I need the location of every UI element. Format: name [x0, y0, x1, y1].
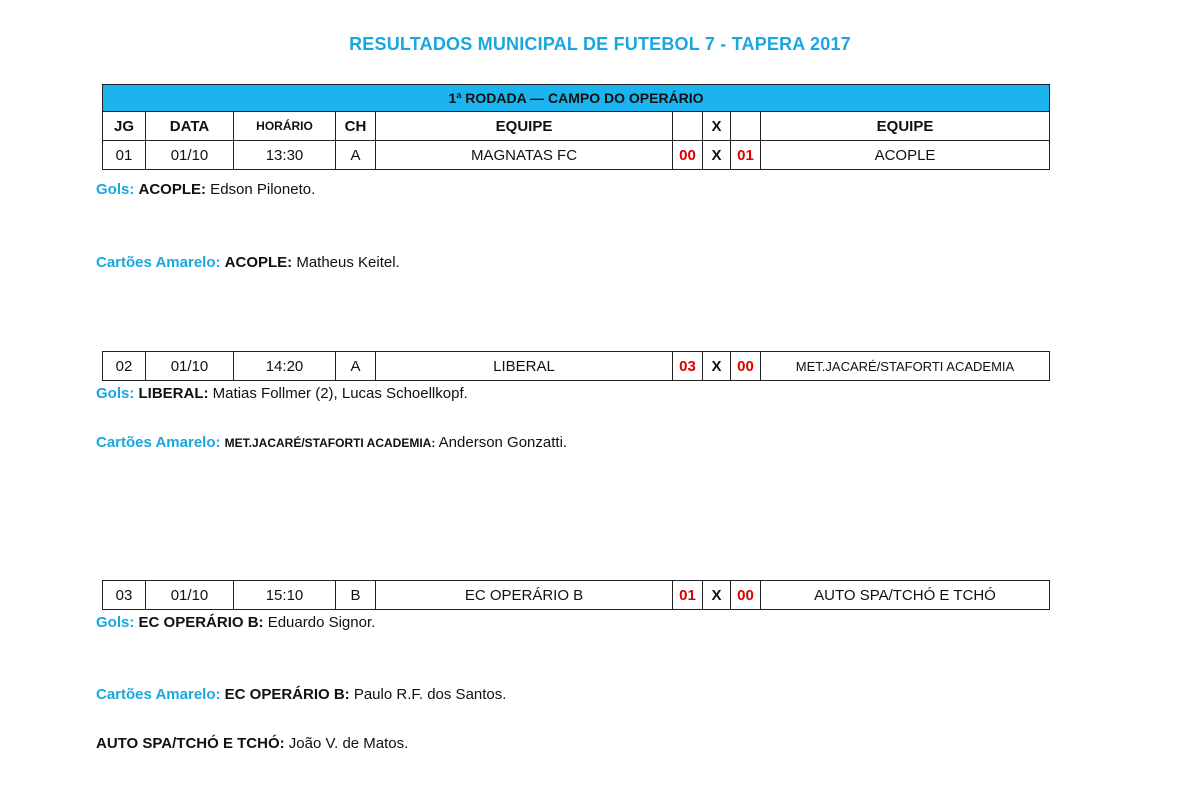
table-header-row [103, 112, 1050, 141]
game-group: B [336, 581, 376, 610]
away-team: ACOPLE [761, 141, 1050, 170]
cards-players: Matheus Keitel. [292, 254, 400, 271]
home-team: EC OPERÁRIO B [376, 581, 673, 610]
goals-team: EC OPERÁRIO B: [138, 614, 264, 631]
cards-team-extra: AUTO SPA/TCHÓ E TCHÓ: [96, 735, 285, 752]
goals-players: Edson Piloneto. [206, 181, 316, 198]
results-table-game-1 [102, 84, 1050, 170]
goals-team: ACOPLE: [138, 181, 207, 198]
game-time: 13:30 [234, 141, 336, 170]
cards-label: Cartões Amarelo: [96, 686, 221, 703]
away-score: 00 [731, 352, 761, 381]
game-date: 01/10 [146, 352, 234, 381]
results-table-game-2 [102, 351, 1050, 381]
versus-mark: X [703, 141, 731, 170]
away-score: 00 [731, 581, 761, 610]
away-score: 01 [731, 141, 761, 170]
home-score: 00 [673, 141, 703, 170]
versus-mark: X [703, 581, 731, 610]
game-number: 02 [103, 352, 146, 381]
cards-players: Anderson Gonzatti. [435, 434, 568, 451]
header-equipe-1: EQUIPE [376, 112, 673, 141]
cards-line-game-2 [96, 434, 567, 451]
goals-line-game-3 [96, 614, 375, 631]
cards-line-game-3 [96, 686, 506, 703]
game-time: 15:10 [234, 581, 336, 610]
table-row [103, 141, 1050, 170]
goals-label: Gols: [96, 614, 135, 631]
table-row [103, 352, 1050, 381]
game-date: 01/10 [146, 581, 234, 610]
cards-team: EC OPERÁRIO B: [224, 686, 350, 703]
away-team: AUTO SPA/TCHÓ E TCHÓ [761, 581, 1050, 610]
cards-team: MET.JACARÉ/STAFORTI ACADEMIA: [224, 436, 436, 450]
header-ch: CH [336, 112, 376, 141]
goals-team: LIBERAL: [138, 385, 209, 402]
goals-players: Eduardo Signor. [263, 614, 376, 631]
goals-line-game-1 [96, 181, 315, 198]
game-date: 01/10 [146, 141, 234, 170]
game-number: 01 [103, 141, 146, 170]
goals-label: Gols: [96, 181, 135, 198]
page-title: RESULTADOS MUNICIPAL DE FUTEBOL 7 - TAPERA 2017 [349, 34, 851, 54]
cards-label: Cartões Amarelo: [96, 254, 221, 271]
versus-mark: X [703, 352, 731, 381]
header-data: DATA [146, 112, 234, 141]
header-score-1 [673, 112, 703, 141]
header-x: X [703, 112, 731, 141]
cards-team: ACOPLE: [224, 254, 293, 271]
cards-players-extra: João V. de Matos. [284, 735, 409, 752]
goals-label: Gols: [96, 385, 135, 402]
table-row [103, 581, 1050, 610]
cards-label: Cartões Amarelo: [96, 434, 221, 451]
goals-players: Matias Follmer (2), Lucas Schoellkopf. [208, 385, 468, 402]
cards-players: Paulo R.F. dos Santos. [349, 686, 507, 703]
header-jg: JG [103, 112, 146, 141]
game-group: A [336, 141, 376, 170]
home-score: 03 [673, 352, 703, 381]
game-number: 03 [103, 581, 146, 610]
cards-line-game-1 [96, 254, 400, 271]
cards-line-game-3-extra [96, 735, 408, 752]
home-score: 01 [673, 581, 703, 610]
header-horario: HORÁRIO [234, 112, 336, 141]
header-score-2 [731, 112, 761, 141]
results-table-game-3 [102, 580, 1050, 610]
home-team: LIBERAL [376, 352, 673, 381]
away-team: MET.JACARÉ/STAFORTI ACADEMIA [761, 352, 1050, 381]
game-time: 14:20 [234, 352, 336, 381]
header-equipe-2: EQUIPE [761, 112, 1050, 141]
home-team: MAGNATAS FC [376, 141, 673, 170]
rodada-header: 1ª RODADA — CAMPO DO OPERÁRIO [103, 85, 1050, 112]
goals-line-game-2 [96, 385, 468, 402]
game-group: A [336, 352, 376, 381]
